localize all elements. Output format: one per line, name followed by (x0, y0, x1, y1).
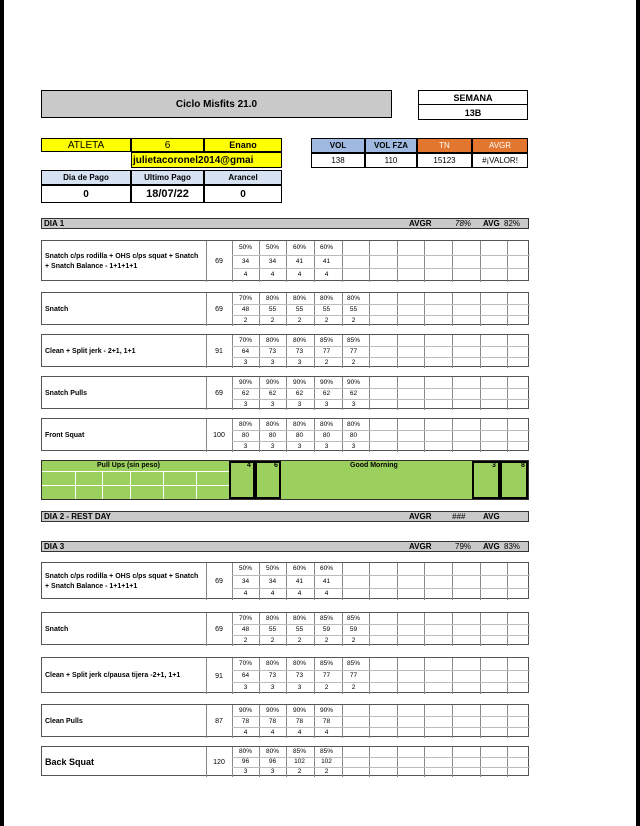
percent-cell: 80% (292, 294, 306, 302)
exercise-name: Front Squat (45, 431, 85, 439)
load-cell: 73 (268, 672, 277, 679)
load-cell: 55 (295, 305, 304, 313)
reps-cell: 2 (324, 684, 329, 691)
vol-fza-label: VOL FZA (365, 138, 417, 153)
load-cell: 55 (349, 305, 358, 313)
reps-cell: 2 (324, 358, 329, 366)
percent-cell: 80% (265, 748, 279, 755)
reps-cell: 3 (297, 442, 302, 450)
percent-cell: 85% (319, 748, 333, 755)
percent-cell: 60% (292, 565, 306, 573)
reps-cell: 4 (243, 589, 248, 597)
percent-cell: 90% (238, 706, 252, 714)
load-cell: 34 (268, 577, 277, 585)
reps-cell: 3 (270, 400, 275, 408)
exercise-weight: 69 (215, 306, 223, 313)
exercise-name: Clean + Split jerk c/pausa tijera -2+1, 1+1 (45, 672, 181, 679)
load-cell: 77 (349, 347, 358, 355)
exercise-weight: 91 (215, 672, 223, 680)
exercise-weight: 69 (215, 258, 223, 265)
day1-title: DIA 1 (44, 219, 65, 228)
exercise-name: Clean Pulls (45, 717, 83, 725)
exercise-row (41, 704, 529, 737)
reps-cell: 4 (324, 728, 329, 736)
load-cell: 41 (295, 577, 304, 585)
exercise-row (41, 418, 529, 451)
percent-cell: 90% (292, 378, 306, 386)
arancel-label: Arancel (204, 170, 282, 185)
percent-cell: 80% (265, 420, 279, 428)
reps-cell: 3 (243, 358, 248, 366)
reps-cell: 2 (351, 316, 356, 324)
reps-cell: 3 (270, 684, 275, 691)
percent-cell: 85% (319, 614, 333, 622)
day2-avgr-value: ### (452, 512, 466, 521)
reps-cell: 2 (324, 768, 329, 775)
percent-cell: 80% (265, 336, 279, 344)
percent-cell: 60% (292, 243, 306, 251)
reps-cell: 4 (270, 589, 275, 597)
load-cell: 78 (322, 717, 331, 725)
load-cell: 41 (322, 257, 331, 265)
load-cell: 34 (268, 257, 277, 265)
reps-cell: 2 (270, 316, 275, 324)
reps-cell: 4 (297, 589, 302, 597)
percent-cell: 85% (292, 748, 306, 755)
percent-cell: 50% (238, 243, 252, 251)
reps-cell: 2 (351, 684, 356, 691)
percent-cell: 80% (292, 614, 306, 622)
reps-cell: 3 (243, 768, 248, 775)
load-cell: 62 (322, 389, 331, 397)
day1-avgr-label: AVGR (409, 219, 432, 228)
reps-cell: 2 (324, 636, 329, 644)
dia-de-pago-value: 0 (41, 185, 131, 203)
percent-cell: 50% (238, 565, 252, 573)
exercise-name: Clean + Split jerk - 2+1, 1+1 (45, 347, 136, 355)
load-cell: 96 (241, 758, 250, 765)
reps-cell: 3 (297, 358, 302, 366)
vol-fza-value: 110 (365, 153, 417, 168)
percent-cell: 80% (265, 294, 279, 302)
reps-cell: 3 (324, 400, 329, 408)
exercise-name: Back Squat (45, 757, 95, 767)
exercise-row (41, 746, 529, 776)
reps-cell: 3 (270, 442, 275, 450)
percent-cell: 80% (319, 420, 333, 428)
load-cell: 41 (295, 257, 304, 265)
percent-cell: 50% (265, 243, 279, 251)
day2-title: DIA 2 - REST DAY (44, 512, 111, 521)
load-cell: 62 (268, 389, 277, 397)
day2-avg-label: AVG (483, 512, 500, 521)
load-cell: 77 (349, 672, 358, 679)
load-cell: 78 (241, 717, 250, 725)
load-cell: 96 (268, 758, 277, 765)
exercise-weight: 91 (215, 348, 223, 355)
reps-cell: 3 (243, 442, 248, 450)
reps-cell: 3 (351, 442, 356, 450)
reps-cell: 2 (324, 316, 329, 324)
reps-cell: 4 (324, 271, 329, 279)
percent-cell: 90% (319, 706, 333, 714)
program-title: Ciclo Misfits 21.0 (41, 90, 392, 118)
day1-avgr-value: 78% (455, 219, 472, 228)
accessory-left-name: Pull Ups (sin peso) (97, 462, 161, 469)
load-cell: 55 (322, 305, 331, 313)
percent-cell: 50% (265, 565, 279, 573)
percent-cell: 85% (319, 336, 333, 344)
load-cell: 48 (241, 625, 250, 633)
exercise-row (41, 334, 529, 367)
athlete-group: Enano (204, 138, 282, 152)
load-cell: 73 (268, 347, 277, 355)
day1-avg-value: 82% (504, 219, 521, 228)
exercise-weight: 69 (215, 626, 223, 633)
percent-cell: 70% (238, 660, 252, 667)
reps-cell: 2 (351, 358, 356, 366)
load-cell: 73 (295, 672, 304, 679)
reps-cell: 4 (243, 728, 248, 736)
load-cell: 34 (241, 577, 250, 585)
percent-cell: 90% (265, 378, 279, 386)
percent-cell: 80% (292, 336, 306, 344)
percent-cell: 80% (319, 294, 333, 302)
accessory-row (41, 460, 529, 500)
exercise-weight: 69 (215, 390, 223, 397)
percent-cell: 80% (265, 614, 279, 622)
reps-cell: 2 (243, 316, 248, 324)
load-cell: 80 (322, 431, 331, 439)
percent-cell: 90% (265, 706, 279, 714)
day2-avgr-label: AVGR (409, 512, 432, 521)
spreadsheet-page (4, 0, 636, 826)
percent-cell: 90% (238, 378, 252, 386)
vol-value: 138 (311, 153, 365, 168)
exercise-row (41, 612, 529, 645)
reps-cell: 3 (297, 684, 302, 691)
day3-header (41, 541, 529, 552)
load-cell: 64 (241, 347, 250, 355)
arancel-value: 0 (204, 185, 282, 203)
reps-cell: 4 (324, 589, 329, 597)
percent-cell: 80% (238, 748, 252, 755)
load-cell: 55 (268, 305, 277, 313)
load-cell: 102 (321, 758, 332, 765)
day3-avg-value: 83% (504, 542, 521, 551)
load-cell: 48 (241, 305, 250, 313)
day3-avgr-value: 79% (455, 542, 472, 551)
reps-cell: 3 (270, 358, 275, 366)
percent-cell: 80% (292, 660, 306, 667)
exercise-weight: 120 (213, 758, 225, 766)
load-cell: 62 (295, 389, 304, 397)
percent-cell: 85% (346, 660, 360, 667)
load-cell: 80 (295, 431, 304, 439)
vol-label: VOL (311, 138, 365, 153)
reps-cell: 3 (243, 400, 248, 408)
load-cell: 73 (295, 347, 304, 355)
percent-cell: 80% (346, 420, 360, 428)
percent-cell: 80% (346, 294, 360, 302)
load-cell: 41 (322, 577, 331, 585)
load-cell: 80 (268, 431, 277, 439)
reps-cell: 2 (297, 768, 302, 775)
day1-header (41, 218, 529, 229)
load-cell: 78 (295, 717, 304, 725)
load-cell: 59 (322, 625, 331, 633)
exercise-name: Snatch Pulls (45, 389, 88, 397)
exercise-name: Snatch c/ps rodilla + OHS c/ps squat + Snatch + Snatch Balance - 1+1+1+1 (45, 572, 199, 590)
reps-cell: 4 (243, 271, 248, 279)
load-cell: 62 (349, 389, 358, 397)
percent-cell: 80% (292, 420, 306, 428)
exercise-row (41, 292, 529, 325)
reps-cell: 4 (297, 271, 302, 279)
percent-cell: 90% (292, 706, 306, 714)
athlete-email: julietacoronel2014@gmai (131, 152, 282, 168)
load-cell: 80 (349, 431, 358, 439)
load-cell: 102 (294, 758, 305, 765)
ultimo-pago-value: 18/07/22 (131, 185, 204, 203)
percent-cell: 90% (319, 378, 333, 386)
accessory-right-b: 8 (521, 462, 525, 469)
reps-cell: 2 (297, 636, 302, 644)
reps-cell: 3 (351, 400, 356, 408)
exercise-row (41, 376, 529, 409)
accessory-right-name: Good Morning (350, 462, 398, 469)
reps-cell: 3 (270, 768, 275, 775)
percent-cell: 85% (319, 660, 333, 667)
load-cell: 77 (322, 347, 331, 355)
exercise-weight: 100 (213, 432, 225, 439)
day2-header (41, 511, 529, 522)
load-cell: 62 (241, 389, 250, 397)
percent-cell: 80% (238, 420, 252, 428)
exercise-row (41, 240, 529, 281)
percent-cell: 70% (238, 294, 252, 302)
reps-cell: 2 (270, 636, 275, 644)
atleta-label: ATLETA (41, 138, 131, 152)
load-cell: 55 (295, 625, 304, 633)
reps-cell: 3 (324, 442, 329, 450)
day3-avg-label: AVG (483, 542, 500, 551)
dia-de-pago-label: Dia de Pago (41, 170, 131, 185)
reps-cell: 2 (297, 316, 302, 324)
accessory-left-a: 4 (247, 462, 251, 469)
exercise-name: Snatch (45, 625, 69, 633)
exercise-name: Snatch (45, 305, 69, 313)
load-cell: 59 (349, 625, 358, 633)
day1-avg-label: AVG (483, 219, 500, 228)
reps-cell: 2 (351, 636, 356, 644)
reps-cell: 4 (270, 271, 275, 279)
accessory-left-b: 6 (274, 462, 278, 469)
day3-title: DIA 3 (44, 542, 65, 551)
load-cell: 78 (268, 717, 277, 725)
load-cell: 77 (322, 672, 331, 679)
semana-value: 13B (464, 107, 482, 118)
exercise-name: Snatch c/ps rodilla + OHS c/ps squat + Snatch + Snatch Balance - 1+1+1+1 (45, 252, 199, 270)
athlete-number: 6 (131, 138, 204, 152)
accessory-right-a: 3 (492, 462, 496, 469)
reps-cell: 3 (297, 400, 302, 408)
exercise-row (41, 562, 529, 599)
exercise-weight: 87 (215, 718, 223, 725)
percent-cell: 85% (346, 336, 360, 344)
reps-cell: 3 (243, 684, 248, 691)
load-cell: 80 (241, 431, 250, 439)
avgr-value: #¡VALOR! (472, 153, 528, 168)
reps-cell: 4 (270, 728, 275, 736)
reps-cell: 2 (243, 636, 248, 644)
percent-cell: 60% (319, 565, 333, 573)
percent-cell: 70% (238, 614, 252, 622)
tn-label: TN (417, 138, 472, 153)
ultimo-pago-label: Ultimo Pago (131, 170, 204, 185)
percent-cell: 70% (238, 336, 252, 344)
percent-cell: 90% (346, 378, 360, 386)
exercise-weight: 69 (215, 578, 223, 585)
semana-label: SEMANA (419, 91, 527, 105)
semana-box (418, 90, 528, 120)
load-cell: 34 (241, 257, 250, 265)
percent-cell: 80% (265, 660, 279, 667)
avgr-label: AVGR (472, 138, 528, 153)
percent-cell: 60% (319, 243, 333, 251)
day3-avgr-label: AVGR (409, 542, 432, 551)
percent-cell: 85% (346, 614, 360, 622)
reps-cell: 4 (297, 728, 302, 736)
tn-value: 15123 (417, 153, 472, 168)
exercise-row (41, 657, 529, 693)
load-cell: 64 (241, 672, 250, 679)
load-cell: 55 (268, 625, 277, 633)
